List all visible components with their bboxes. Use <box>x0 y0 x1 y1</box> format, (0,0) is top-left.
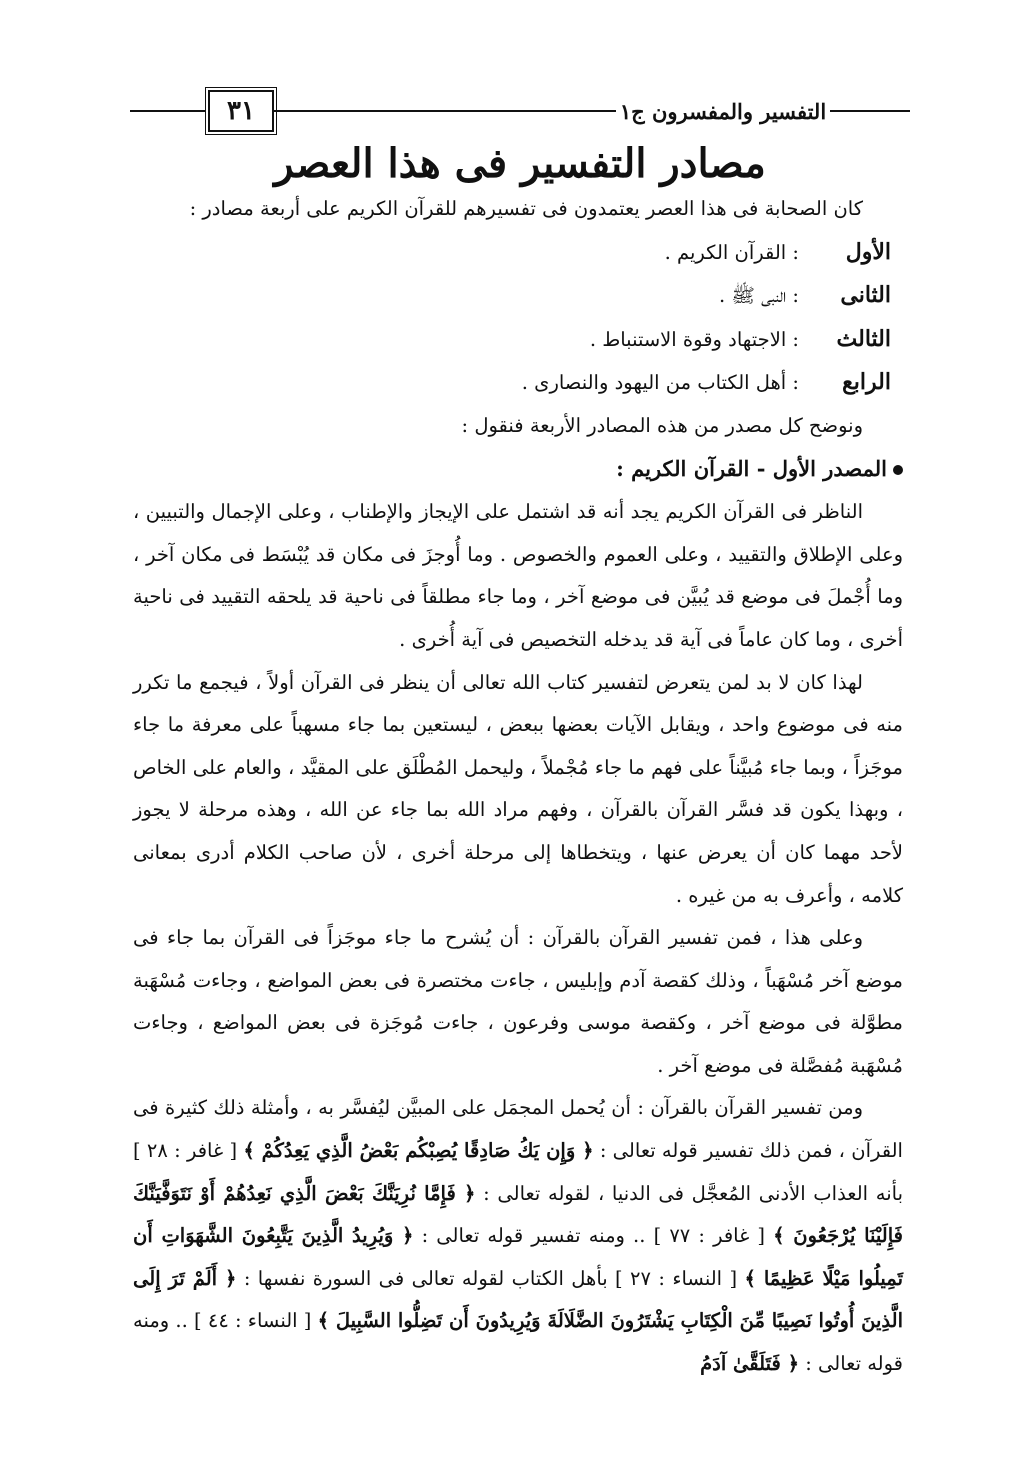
running-title: التفسير والمفسرون ج١ <box>619 99 827 124</box>
bullet-icon <box>893 465 903 475</box>
source-item <box>133 361 903 405</box>
quran-verse: ﴿ وَيُرِيدُ الَّذِينَ يَتَّبِعُونَ الشَّهَوَاتِ أَن تَمِيلُوا مَيْلًا عَظِيمًا ﴾ <box>133 1224 904 1290</box>
source-text: : أهل الكتاب من اليهود والنصارى . <box>521 371 799 395</box>
paragraph: وعلى هذا ، فمن تفسير القرآن بالقرآن : أن يُشرح ما جاء موجَزاً فى القرآن بما جاء فى موضع آخر مُسْهَباً ، وذلك كقصة آدم وإبليس ، جاءت مختصرة فى بعض المواضع ، وجاءت مُسْهَبة مطوَّلة فى موضع آخر ، وكقصة موسى وفرعون ، جاءت مُوجَزة فى بعض المواضع ، وجاءت مُسْهَبة مُفصَّلة فى موضع آخر . <box>133 926 903 1077</box>
source-item <box>133 274 903 318</box>
page-title: مصادر التفسير فى هذا العصر <box>274 140 766 187</box>
quran-verse: ﴿ وَإِن يَكُ صَادِقًا يُصِبْكُم بَعْضُ الَّذِي يَعِدُكُمْ ﴾ <box>243 1139 594 1163</box>
section-heading-line <box>133 448 903 492</box>
paragraph-text: [ النساء : ٢٧ ] بأهل الكتاب لقوله تعالى فى السورة نفسها : <box>243 1266 738 1290</box>
header-rule <box>130 110 206 112</box>
paragraph-text: ومن تفسير القرآن بالقرآن : أن يُحمل المجمَل على المبيَّن ليُفسَّر به ، وأمثلة ذلك كثيرة فى القرآن ، فمن ذلك تفسير قوله تعالى : <box>133 1096 903 1163</box>
intro-paragraph: كان الصحابة فى هذا العصر يعتمدون فى تفسيرهم للقرآن الكريم على أربعة مصادر : <box>189 197 863 220</box>
body-text <box>133 188 903 1386</box>
transition-line: ونوضح كل مصدر من هذه المصادر الأربعة فنقول : <box>461 413 863 437</box>
header-rule <box>830 110 910 112</box>
paragraph: لهذا كان لا بد لمن يتعرض لتفسير كتاب الله تعالى أن ينظر فى القرآن أولاً ، فيجمع ما تكرر منه فى موضوع واحد ، ويقابل الآيات بعضها ببعض ، ليستعين بما جاء مسهباً على معرفة ما جاء موجَزاً ، وبما جاء مُبيَّناً على فهم ما جاء مُجْملاً ، وليحمل المُطْلَق على المقيَّد ، والعام على الخاص ، وبهذا يكون قد فسَّر القرآن بالقرآن ، وفهم مراد الله بما جاء عن الله ، وهذه مرحلة لا يجوز لأحد مهما كان أن يعرض عنها ، ويتخطاها إلى مرحلة أخرى ، لأن صاحب الكلام أدرى بمعانى كلامه ، وأعرف به من غيره . <box>133 670 903 907</box>
section-heading: المصدر الأول - القرآن الكريم : <box>616 455 887 481</box>
header-rule <box>272 110 616 112</box>
source-item <box>133 318 903 362</box>
paragraph-text: [ غافر : ٧٧ ] .. ومنه تفسير قوله تعالى : <box>421 1224 766 1248</box>
source-label: الرابع <box>842 369 891 396</box>
source-text: : الاجتهاد وقوة الاستنباط . <box>589 327 799 351</box>
page-number: ٣١ <box>208 90 274 132</box>
running-header <box>130 88 910 138</box>
source-text: : القرآن الكريم . <box>664 240 799 264</box>
paragraph-text: [ النساء : ٤٤ ] .. ومنه قوله تعالى : <box>133 1309 903 1376</box>
quran-verse: ﴿ فَتَلَقَّىٰ آدَمُ <box>700 1352 800 1376</box>
quran-verse: ﴿ أَلَمْ تَرَ إِلَى الَّذِينَ أُوتُوا نَصِيبًا مِّنَ الْكِتَابِ يَشْتَرُونَ الضَّلَالَةَ وَيُرِيدُونَ أَن تَضِلُّوا السَّبِيلَ ﴾ <box>133 1266 903 1333</box>
source-label: الثانى <box>840 282 891 309</box>
paragraph-text: [ غافر : ٢٨ ] بأنه العذاب الأدنى المُعجَّل فى الدنيا ، لقوله تعالى : <box>133 1139 903 1205</box>
source-item <box>133 231 903 275</box>
source-label: الثالث <box>836 325 891 352</box>
source-label: الأول <box>845 238 891 265</box>
paragraph-with-verses <box>133 1087 903 1385</box>
paragraph: الناظر فى القرآن الكريم يجد أنه قد اشتمل على الإيجاز والإطناب ، وعلى الإجمال والتبيين ، وعلى الإطلاق والتقييد ، وعلى العموم والخصوص . وما أُوجزَ فى مكان قد يُبْسَط فى مكان آخر ، وما أُجْملَ فى موضع قد يُبيَّن فى موضع آخر ، وما جاء مطلقاً فى ناحية قد يلحقه التقييد فى ناحية أخرى ، وما كان عاماً فى آية قد يدخله التخصيص فى آية أُخرى . <box>133 500 903 651</box>
quran-verse: ﴿ فَإِمَّا نُرِيَنَّكَ بَعْضَ الَّذِي نَعِدُهُمْ أَوْ نَتَوَفَّيَنَّكَ فَإِلَيْنَا يُرْجَعُونَ ﴾ <box>133 1181 903 1248</box>
source-text: : النبى ﷺ . <box>718 284 799 308</box>
